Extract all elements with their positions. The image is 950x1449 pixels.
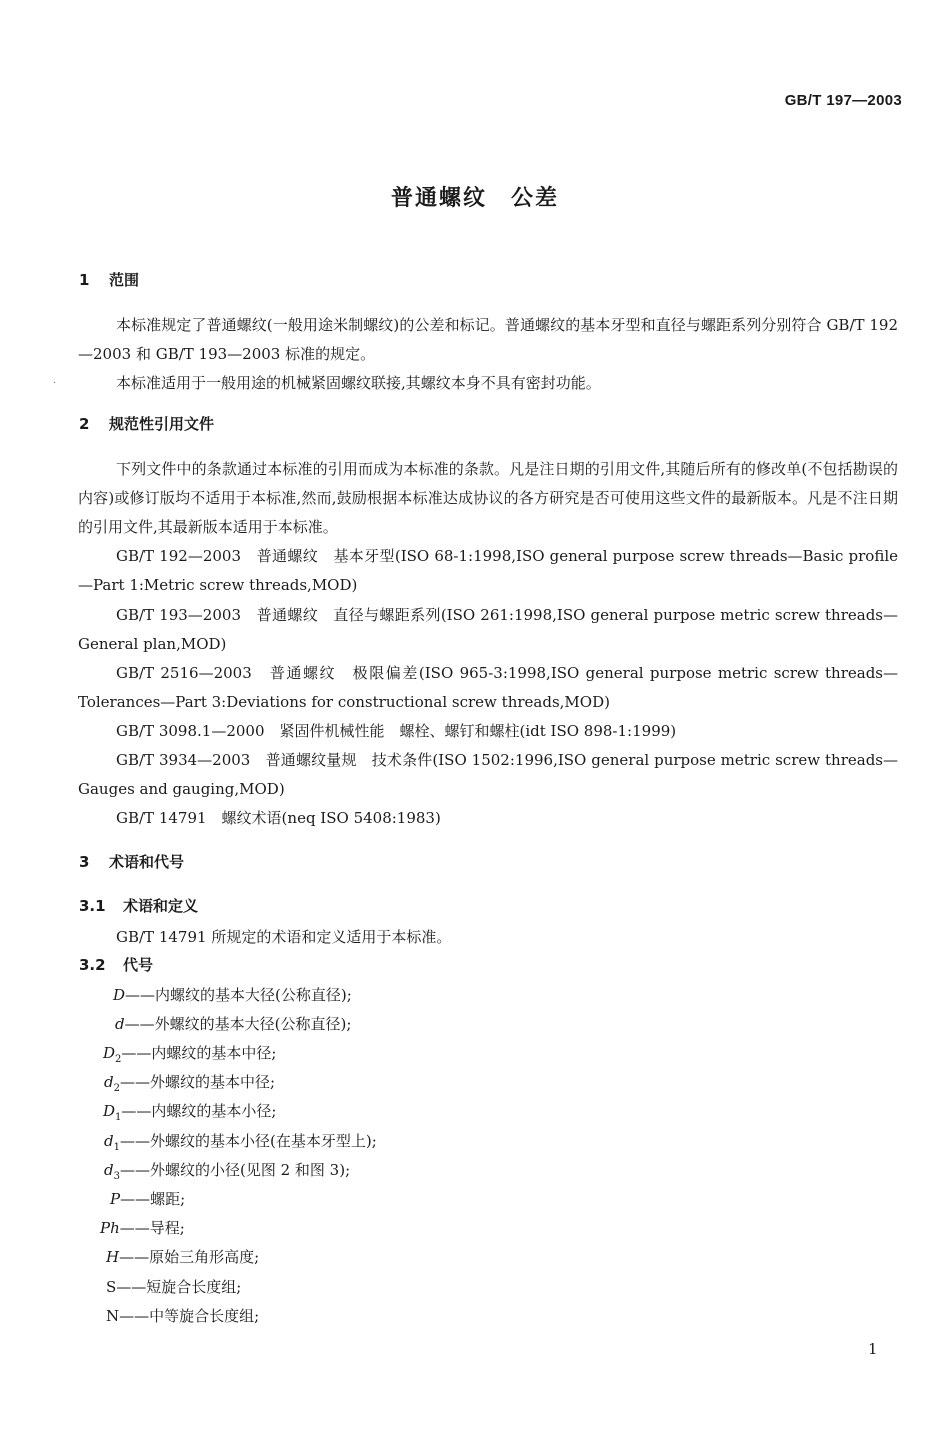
symbol-definition: P——螺距;: [110, 1190, 186, 1208]
section-number: 1: [79, 271, 90, 289]
symbol-definition: H——原始三角形高度;: [106, 1248, 260, 1266]
symbol-definition: $D_2——$内螺纹的基本中径;: [103, 1044, 277, 1065]
section-1-heading: [79, 269, 139, 290]
section-2-paragraph: 下列文件中的条款通过本标准的引用而成为本标准的条款。凡是注日期的引用文件,其随后所有的修改单(不包括勘误的内容)或修订版均不适用于本标准,然而,鼓励根据本标准达成协议的各方研究是否可使用这些文件的最新版本。凡是不注日期的引用文件,其最新版本适用于本标准。: [78, 460, 898, 536]
symbol-definition: $D_1——$内螺纹的基本小径;: [103, 1102, 277, 1123]
section-number: 3.2: [79, 956, 106, 974]
reference-item: GB/T 3934—2003 普通螺纹量规 技术条件(ISO 1502:1996,ISO general purpose metric screw threads—Gauges and gauging,MOD): [78, 751, 898, 798]
margin-speck: ·: [53, 378, 57, 389]
section-title: 术语和代号: [109, 853, 185, 871]
section-1-paragraph-1: 本标准规定了普通螺纹(一般用途米制螺纹)的公差和标记。普通螺纹的基本牙型和直径与螺距系列分别符合 GB/T 192—2003 和 GB/T 193—2003 标准的规定。: [78, 316, 898, 363]
symbol-definition: N——中等旋合长度组;: [106, 1307, 260, 1325]
standard-code: GB/T 197—2003: [784, 92, 902, 109]
page-number: 1: [868, 1340, 878, 1358]
reference-item: GB/T 3098.1—2000 紧固件机械性能 螺栓、螺钉和螺柱(idt ISO 898-1:1999): [116, 722, 677, 740]
section-3-2-heading: [79, 954, 153, 975]
reference-item: GB/T 14791 螺纹术语(neq ISO 5408:1983): [116, 809, 441, 827]
section-3-heading: [79, 851, 184, 872]
reference-item: GB/T 192—2003 普通螺纹 基本牙型(ISO 68-1:1998,ISO general purpose screw threads—Basic profile—Part 1:Metric screw threads,MOD): [78, 547, 898, 594]
section-2-heading: [79, 413, 214, 434]
section-number: 3.1: [79, 897, 106, 915]
section-title: 术语和定义: [123, 897, 199, 915]
section-title: 规范性引用文件: [109, 415, 215, 433]
section-number: 3: [79, 853, 90, 871]
symbol-definition: S——短旋合长度组;: [106, 1278, 242, 1296]
document-title: 普通螺纹 公差: [390, 186, 559, 211]
reference-item: GB/T 193—2003 普通螺纹 直径与螺距系列(ISO 261:1998,ISO general purpose metric screw threads—General plan,MOD): [78, 606, 898, 653]
symbol-definition: Ph——导程;: [100, 1219, 185, 1237]
section-title: 代号: [123, 956, 154, 974]
section-1-paragraph-2: 本标准适用于一般用途的机械紧固螺纹联接,其螺纹本身不具有密封功能。: [116, 374, 601, 392]
symbol-definition: $d_3——$外螺纹的小径(见图 2 和图 3);: [104, 1161, 351, 1182]
section-3-1-text: GB/T 14791 所规定的术语和定义适用于本标准。: [116, 928, 452, 946]
section-number: 2: [79, 415, 90, 433]
reference-item: GB/T 2516—2003 普通螺纹 极限偏差(ISO 965-3:1998,ISO general purpose metric screw threads—Tolerances—Part 3:Deviations for constructional screw threads,MOD): [78, 664, 898, 711]
symbol-definition: $d_1——$外螺纹的基本小径(在基本牙型上);: [104, 1132, 377, 1153]
symbol-definition: d——外螺纹的基本大径(公称直径);: [115, 1015, 352, 1033]
section-3-1-heading: [79, 895, 198, 916]
section-title: 范围: [109, 271, 140, 289]
symbol-definition: $d_2——$外螺纹的基本中径;: [104, 1073, 276, 1094]
symbol-definition: D——内螺纹的基本大径(公称直径);: [113, 986, 352, 1004]
